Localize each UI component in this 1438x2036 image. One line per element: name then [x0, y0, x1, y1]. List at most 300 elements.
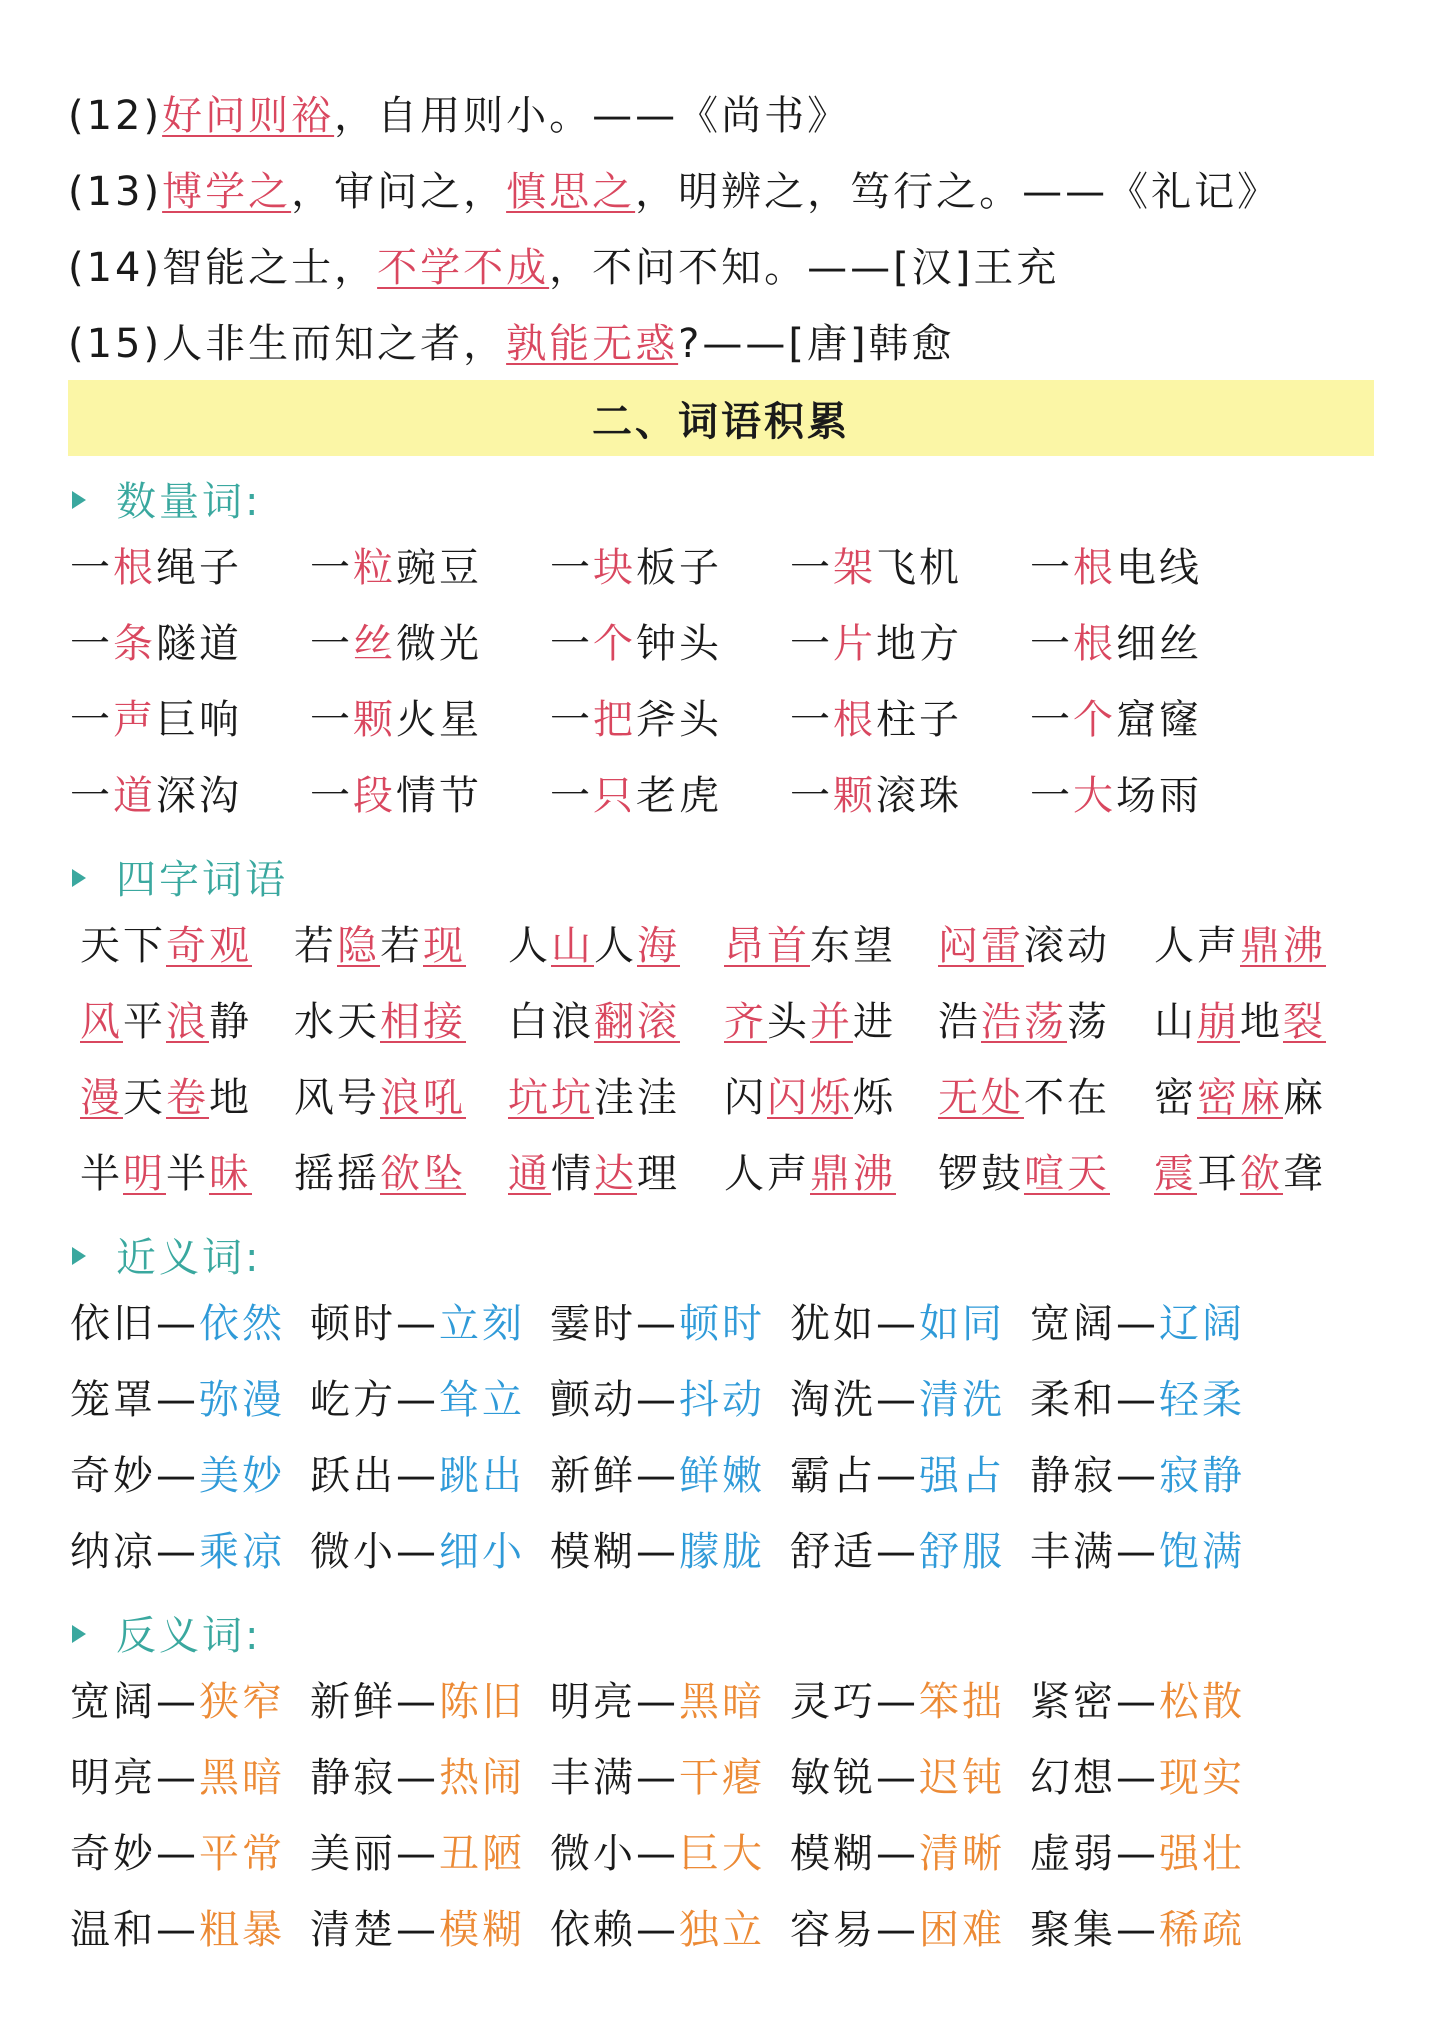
paired-word: 美妙	[199, 1453, 285, 1499]
idiom-key-char: 鼎沸	[1240, 923, 1326, 969]
word: 霎时	[550, 1301, 636, 1347]
measure-prefix: 一	[1030, 545, 1073, 591]
word: 霸占	[790, 1453, 876, 1499]
idiom-key-char: 鼎沸	[810, 1151, 896, 1197]
dash: —	[156, 1679, 199, 1725]
idiom-key-char: 隐	[337, 923, 380, 969]
word: 奇妙	[70, 1831, 156, 1877]
word-pair	[790, 1750, 1005, 1806]
idiom	[938, 1070, 1110, 1126]
paired-word: 跳出	[439, 1453, 525, 1499]
idiom-char: 荡	[1067, 999, 1110, 1045]
word-pair	[550, 1296, 765, 1352]
idiom-key-char: 现	[423, 923, 466, 969]
word-pair	[790, 1448, 1005, 1504]
word: 丰满	[1030, 1529, 1116, 1575]
word: 依旧	[70, 1301, 156, 1347]
idiom-key-char: 闷雷	[938, 923, 1024, 969]
paired-word: 如同	[919, 1301, 1005, 1347]
word: 犹如	[790, 1301, 876, 1347]
measure-word	[70, 768, 242, 824]
dash: —	[1116, 1453, 1159, 1499]
word: 美丽	[310, 1831, 396, 1877]
paired-word: 黑暗	[199, 1755, 285, 1801]
paired-word: 陈旧	[439, 1679, 525, 1725]
idiom	[724, 994, 896, 1050]
dash: —	[876, 1907, 919, 1953]
quote-text: ，审问之，	[291, 169, 507, 215]
paired-word: 困难	[919, 1907, 1005, 1953]
word-pair	[70, 1902, 285, 1958]
idiom-char: 水天	[294, 999, 380, 1045]
idiom-char: 密	[1154, 1075, 1197, 1121]
measure-classifier: 根	[833, 697, 876, 743]
dash: —	[1116, 1377, 1159, 1423]
triangle-bullet-icon	[72, 1247, 86, 1265]
idiom-char: 平	[123, 999, 166, 1045]
section-banner	[68, 380, 1374, 456]
idiom-char: 若	[294, 923, 337, 969]
idiom-char: 白浪	[508, 999, 594, 1045]
word: 丰满	[550, 1755, 636, 1801]
highlighted-phrase: 慎思之	[506, 169, 636, 215]
measure-word	[790, 540, 962, 596]
dash: —	[1116, 1755, 1159, 1801]
paired-word: 乘凉	[199, 1529, 285, 1575]
dash: —	[1116, 1529, 1159, 1575]
idiom-char: 地	[209, 1075, 252, 1121]
idiom	[80, 1146, 252, 1202]
measure-prefix: 一	[550, 545, 593, 591]
paired-word: 饱满	[1159, 1529, 1245, 1575]
word: 新鲜	[550, 1453, 636, 1499]
dash: —	[636, 1377, 679, 1423]
measure-word	[1030, 616, 1202, 672]
idiom-char: 洼洼	[594, 1075, 680, 1121]
idiom-char: 不在	[1024, 1075, 1110, 1121]
idiom	[294, 1070, 466, 1126]
idiom-key-char: 达	[594, 1151, 637, 1197]
dash: —	[636, 1755, 679, 1801]
paired-word: 笨拙	[919, 1679, 1005, 1725]
quote-text: ，明辨之，笃行之。——《礼记》	[635, 169, 1281, 215]
measure-classifier: 颗	[833, 773, 876, 819]
word-pair	[310, 1826, 525, 1882]
idiom-key-char: 喧天	[1024, 1151, 1110, 1197]
idiom-key-char: 裂	[1283, 999, 1326, 1045]
idiom-char: 半	[166, 1151, 209, 1197]
word-pair	[550, 1826, 765, 1882]
idiom-key-char: 奇观	[166, 923, 252, 969]
measure-noun: 深沟	[156, 773, 242, 819]
measure-classifier: 架	[833, 545, 876, 591]
word: 宽阔	[1030, 1301, 1116, 1347]
idiom-key-char: 昧	[209, 1151, 252, 1197]
idiom-key-char: 相接	[380, 999, 466, 1045]
word-pair	[550, 1674, 765, 1730]
word-pair	[550, 1524, 765, 1580]
dash: —	[396, 1529, 439, 1575]
word: 聚集	[1030, 1907, 1116, 1953]
measure-classifier: 片	[833, 621, 876, 667]
measure-classifier: 个	[593, 621, 636, 667]
word-pair	[310, 1902, 525, 1958]
measure-prefix: 一	[70, 621, 113, 667]
word-pair	[310, 1448, 525, 1504]
idiom-char: 头	[767, 999, 810, 1045]
idiom	[724, 918, 896, 974]
word: 微小	[310, 1529, 396, 1575]
word: 笼罩	[70, 1377, 156, 1423]
measure-word	[1030, 692, 1202, 748]
word: 奇妙	[70, 1453, 156, 1499]
idiom-key-char: 卷	[166, 1075, 209, 1121]
word-pair	[70, 1296, 285, 1352]
dash: —	[636, 1453, 679, 1499]
idiom-char: 摇摇	[294, 1151, 380, 1197]
word: 紧密	[1030, 1679, 1116, 1725]
measure-word	[1030, 768, 1202, 824]
dash: —	[156, 1377, 199, 1423]
measure-prefix: 一	[790, 697, 833, 743]
highlighted-phrase: 不学不成	[377, 245, 550, 291]
measure-word	[790, 692, 962, 748]
measure-noun: 细丝	[1116, 621, 1202, 667]
word-pair	[790, 1826, 1005, 1882]
paired-word: 迟钝	[919, 1755, 1005, 1801]
measure-prefix: 一	[310, 621, 353, 667]
word-pair	[70, 1826, 285, 1882]
measure-noun: 巨响	[156, 697, 242, 743]
idiom	[938, 918, 1110, 974]
dash: —	[396, 1907, 439, 1953]
triangle-bullet-icon	[72, 1625, 86, 1643]
idiom-char: 东望	[810, 923, 896, 969]
paired-word: 干瘪	[679, 1755, 765, 1801]
measure-noun: 情节	[396, 773, 482, 819]
idiom-char: 锣鼓	[938, 1151, 1024, 1197]
idiom-key-char: 风	[80, 999, 123, 1045]
quote-text: (13)	[68, 169, 163, 215]
word: 宽阔	[70, 1679, 156, 1725]
idiom-key-char: 海	[637, 923, 680, 969]
heading-synonyms	[72, 1226, 261, 1283]
paired-word: 粗暴	[199, 1907, 285, 1953]
idiom-char: 静	[209, 999, 252, 1045]
paired-word: 轻柔	[1159, 1377, 1245, 1423]
measure-classifier: 道	[113, 773, 156, 819]
dash: —	[396, 1755, 439, 1801]
dash: —	[876, 1679, 919, 1725]
word-pair	[70, 1372, 285, 1428]
idiom-key-char: 坑坑	[508, 1075, 594, 1121]
idiom-key-char: 闪烁	[767, 1075, 853, 1121]
highlighted-phrase: 博学之	[162, 169, 292, 215]
word: 敏锐	[790, 1755, 876, 1801]
measure-noun: 窟窿	[1116, 697, 1202, 743]
word: 幻想	[1030, 1755, 1116, 1801]
idiom	[938, 1146, 1110, 1202]
idiom-key-char: 翻滚	[594, 999, 680, 1045]
idiom-key-char: 漫	[80, 1075, 123, 1121]
triangle-bullet-icon	[72, 869, 86, 887]
idiom-char: 滚动	[1024, 923, 1110, 969]
idiom	[724, 1070, 896, 1126]
idiom-key-char: 并	[810, 999, 853, 1045]
word: 顿时	[310, 1301, 396, 1347]
measure-word	[550, 692, 722, 748]
dash: —	[876, 1529, 919, 1575]
dash: —	[876, 1377, 919, 1423]
idiom-char: 山	[1154, 999, 1197, 1045]
idiom-key-char: 浩荡	[981, 999, 1067, 1045]
dash: —	[156, 1907, 199, 1953]
measure-prefix: 一	[310, 545, 353, 591]
dash: —	[156, 1301, 199, 1347]
paired-word: 丑陋	[439, 1831, 525, 1877]
paired-word: 弥漫	[199, 1377, 285, 1423]
word: 模糊	[550, 1529, 636, 1575]
measure-word	[310, 540, 482, 596]
measure-noun: 场雨	[1116, 773, 1202, 819]
paired-word: 热闹	[439, 1755, 525, 1801]
word-pair	[790, 1902, 1005, 1958]
paired-word: 立刻	[439, 1301, 525, 1347]
measure-noun: 微光	[396, 621, 482, 667]
measure-word	[70, 616, 242, 672]
word-pair	[1030, 1750, 1245, 1806]
quote-line	[68, 316, 955, 372]
idiom-key-char: 震	[1154, 1151, 1197, 1197]
idiom-key-char: 欲坠	[380, 1151, 466, 1197]
idiom-key-char: 昂首	[724, 923, 810, 969]
paired-word: 现实	[1159, 1755, 1245, 1801]
idiom	[80, 994, 252, 1050]
dash: —	[1116, 1679, 1159, 1725]
measure-classifier: 颗	[353, 697, 396, 743]
idiom-char: 进	[853, 999, 896, 1045]
word-pair	[550, 1372, 765, 1428]
measure-prefix: 一	[790, 545, 833, 591]
idiom-key-char: 明	[123, 1151, 166, 1197]
word-pair	[70, 1674, 285, 1730]
idiom	[294, 1146, 466, 1202]
idiom	[294, 994, 466, 1050]
heading-label: 数量词:	[116, 479, 262, 525]
measure-classifier: 粒	[353, 545, 396, 591]
word: 虚弱	[1030, 1831, 1116, 1877]
word-pair	[790, 1296, 1005, 1352]
idiom-key-char: 通	[508, 1151, 551, 1197]
quote-text: ，自用则小。——《尚书》	[334, 93, 851, 139]
measure-word	[550, 540, 722, 596]
measure-noun: 滚珠	[876, 773, 962, 819]
measure-prefix: 一	[550, 621, 593, 667]
word: 跃出	[310, 1453, 396, 1499]
idiom-char: 麻	[1283, 1075, 1326, 1121]
word-pair	[1030, 1674, 1245, 1730]
word-pair	[790, 1524, 1005, 1580]
paired-word: 清晰	[919, 1831, 1005, 1877]
measure-prefix: 一	[70, 545, 113, 591]
paired-word: 舒服	[919, 1529, 1005, 1575]
word-pair	[310, 1750, 525, 1806]
idiom-key-char: 齐	[724, 999, 767, 1045]
measure-classifier: 大	[1073, 773, 1116, 819]
word: 明亮	[550, 1679, 636, 1725]
measure-prefix: 一	[1030, 773, 1073, 819]
word: 新鲜	[310, 1679, 396, 1725]
idiom-char: 风号	[294, 1075, 380, 1121]
word: 清楚	[310, 1907, 396, 1953]
heading-label: 四字词语	[116, 857, 288, 903]
word-pair	[1030, 1524, 1245, 1580]
highlighted-phrase: 好问则裕	[162, 93, 335, 139]
word-pair	[70, 1448, 285, 1504]
idiom-char: 天下	[80, 923, 166, 969]
idiom-char: 情	[551, 1151, 594, 1197]
measure-noun: 老虎	[636, 773, 722, 819]
measure-word	[1030, 540, 1202, 596]
measure-prefix: 一	[310, 697, 353, 743]
paired-word: 辽阔	[1159, 1301, 1245, 1347]
paired-word: 松散	[1159, 1679, 1245, 1725]
idiom-char: 天	[123, 1075, 166, 1121]
idiom	[1154, 918, 1326, 974]
idiom	[508, 994, 680, 1050]
measure-prefix: 一	[790, 773, 833, 819]
word-pair	[70, 1524, 285, 1580]
idiom	[724, 1146, 896, 1202]
idiom-char: 半	[80, 1151, 123, 1197]
word: 明亮	[70, 1755, 156, 1801]
heading-label: 近义词:	[116, 1235, 262, 1281]
highlighted-phrase: 孰能无惑	[506, 321, 679, 367]
heading-idioms	[72, 848, 288, 905]
paired-word: 独立	[679, 1907, 765, 1953]
word-pair	[1030, 1902, 1245, 1958]
measure-prefix: 一	[550, 697, 593, 743]
measure-noun: 隧道	[156, 621, 242, 667]
measure-prefix: 一	[1030, 697, 1073, 743]
idiom	[1154, 1070, 1326, 1126]
word-pair	[550, 1448, 765, 1504]
measure-word	[790, 616, 962, 672]
measure-prefix: 一	[70, 697, 113, 743]
measure-noun: 绳子	[156, 545, 242, 591]
idiom-char: 地	[1240, 999, 1283, 1045]
dash: —	[396, 1377, 439, 1423]
dash: —	[636, 1831, 679, 1877]
dash: —	[1116, 1907, 1159, 1953]
measure-classifier: 声	[113, 697, 156, 743]
measure-noun: 地方	[876, 621, 962, 667]
dash: —	[636, 1301, 679, 1347]
banner-title: 二、词语积累	[592, 398, 850, 445]
dash: —	[636, 1529, 679, 1575]
measure-word	[310, 616, 482, 672]
dash: —	[1116, 1301, 1159, 1347]
quote-line	[68, 240, 1059, 296]
quote-line	[68, 88, 850, 144]
heading-measure-words	[72, 470, 261, 527]
measure-classifier: 丝	[353, 621, 396, 667]
quote-text: (12)	[68, 93, 163, 139]
idiom-char: 理	[637, 1151, 680, 1197]
idiom-char: 闪	[724, 1075, 767, 1121]
word: 屹方	[310, 1377, 396, 1423]
paired-word: 强壮	[1159, 1831, 1245, 1877]
dash: —	[396, 1679, 439, 1725]
dash: —	[876, 1453, 919, 1499]
word-pair	[310, 1296, 525, 1352]
paired-word: 清洗	[919, 1377, 1005, 1423]
dash: —	[636, 1907, 679, 1953]
word-pair	[1030, 1296, 1245, 1352]
word-pair	[550, 1902, 765, 1958]
measure-classifier: 段	[353, 773, 396, 819]
quote-text: (14)智能之士，	[68, 245, 378, 291]
heading-antonyms	[72, 1604, 261, 1661]
word: 微小	[550, 1831, 636, 1877]
word: 纳凉	[70, 1529, 156, 1575]
triangle-bullet-icon	[72, 491, 86, 509]
measure-prefix: 一	[790, 621, 833, 667]
word: 依赖	[550, 1907, 636, 1953]
idiom-key-char: 密麻	[1197, 1075, 1283, 1121]
word-pair	[790, 1372, 1005, 1428]
measure-classifier: 把	[593, 697, 636, 743]
word-pair	[790, 1674, 1005, 1730]
idiom-char: 人	[508, 923, 551, 969]
word-pair	[310, 1674, 525, 1730]
dash: —	[156, 1831, 199, 1877]
quote-line	[68, 164, 1280, 220]
idiom	[508, 1146, 680, 1202]
word: 模糊	[790, 1831, 876, 1877]
quote-text: (15)人非生而知之者，	[68, 321, 507, 367]
measure-classifier: 根	[1073, 545, 1116, 591]
measure-noun: 钟头	[636, 621, 722, 667]
measure-noun: 柱子	[876, 697, 962, 743]
measure-classifier: 块	[593, 545, 636, 591]
quote-text: ，不问不知。——[汉]王充	[549, 245, 1060, 291]
dash: —	[1116, 1831, 1159, 1877]
word: 灵巧	[790, 1679, 876, 1725]
idiom-char: 人	[594, 923, 637, 969]
word-pair	[1030, 1372, 1245, 1428]
idiom	[80, 1070, 252, 1126]
measure-classifier: 条	[113, 621, 156, 667]
paired-word: 细小	[439, 1529, 525, 1575]
word-pair	[1030, 1448, 1245, 1504]
measure-word	[790, 768, 962, 824]
measure-noun: 豌豆	[396, 545, 482, 591]
idiom-char: 耳	[1197, 1151, 1240, 1197]
measure-noun: 板子	[636, 545, 722, 591]
paired-word: 巨大	[679, 1831, 765, 1877]
measure-noun: 飞机	[876, 545, 962, 591]
idiom-char: 人声	[724, 1151, 810, 1197]
paired-word: 黑暗	[679, 1679, 765, 1725]
measure-word	[310, 692, 482, 748]
measure-noun: 斧头	[636, 697, 722, 743]
idiom	[508, 1070, 680, 1126]
paired-word: 模糊	[439, 1907, 525, 1953]
measure-prefix: 一	[550, 773, 593, 819]
word-pair	[310, 1372, 525, 1428]
measure-classifier: 根	[113, 545, 156, 591]
